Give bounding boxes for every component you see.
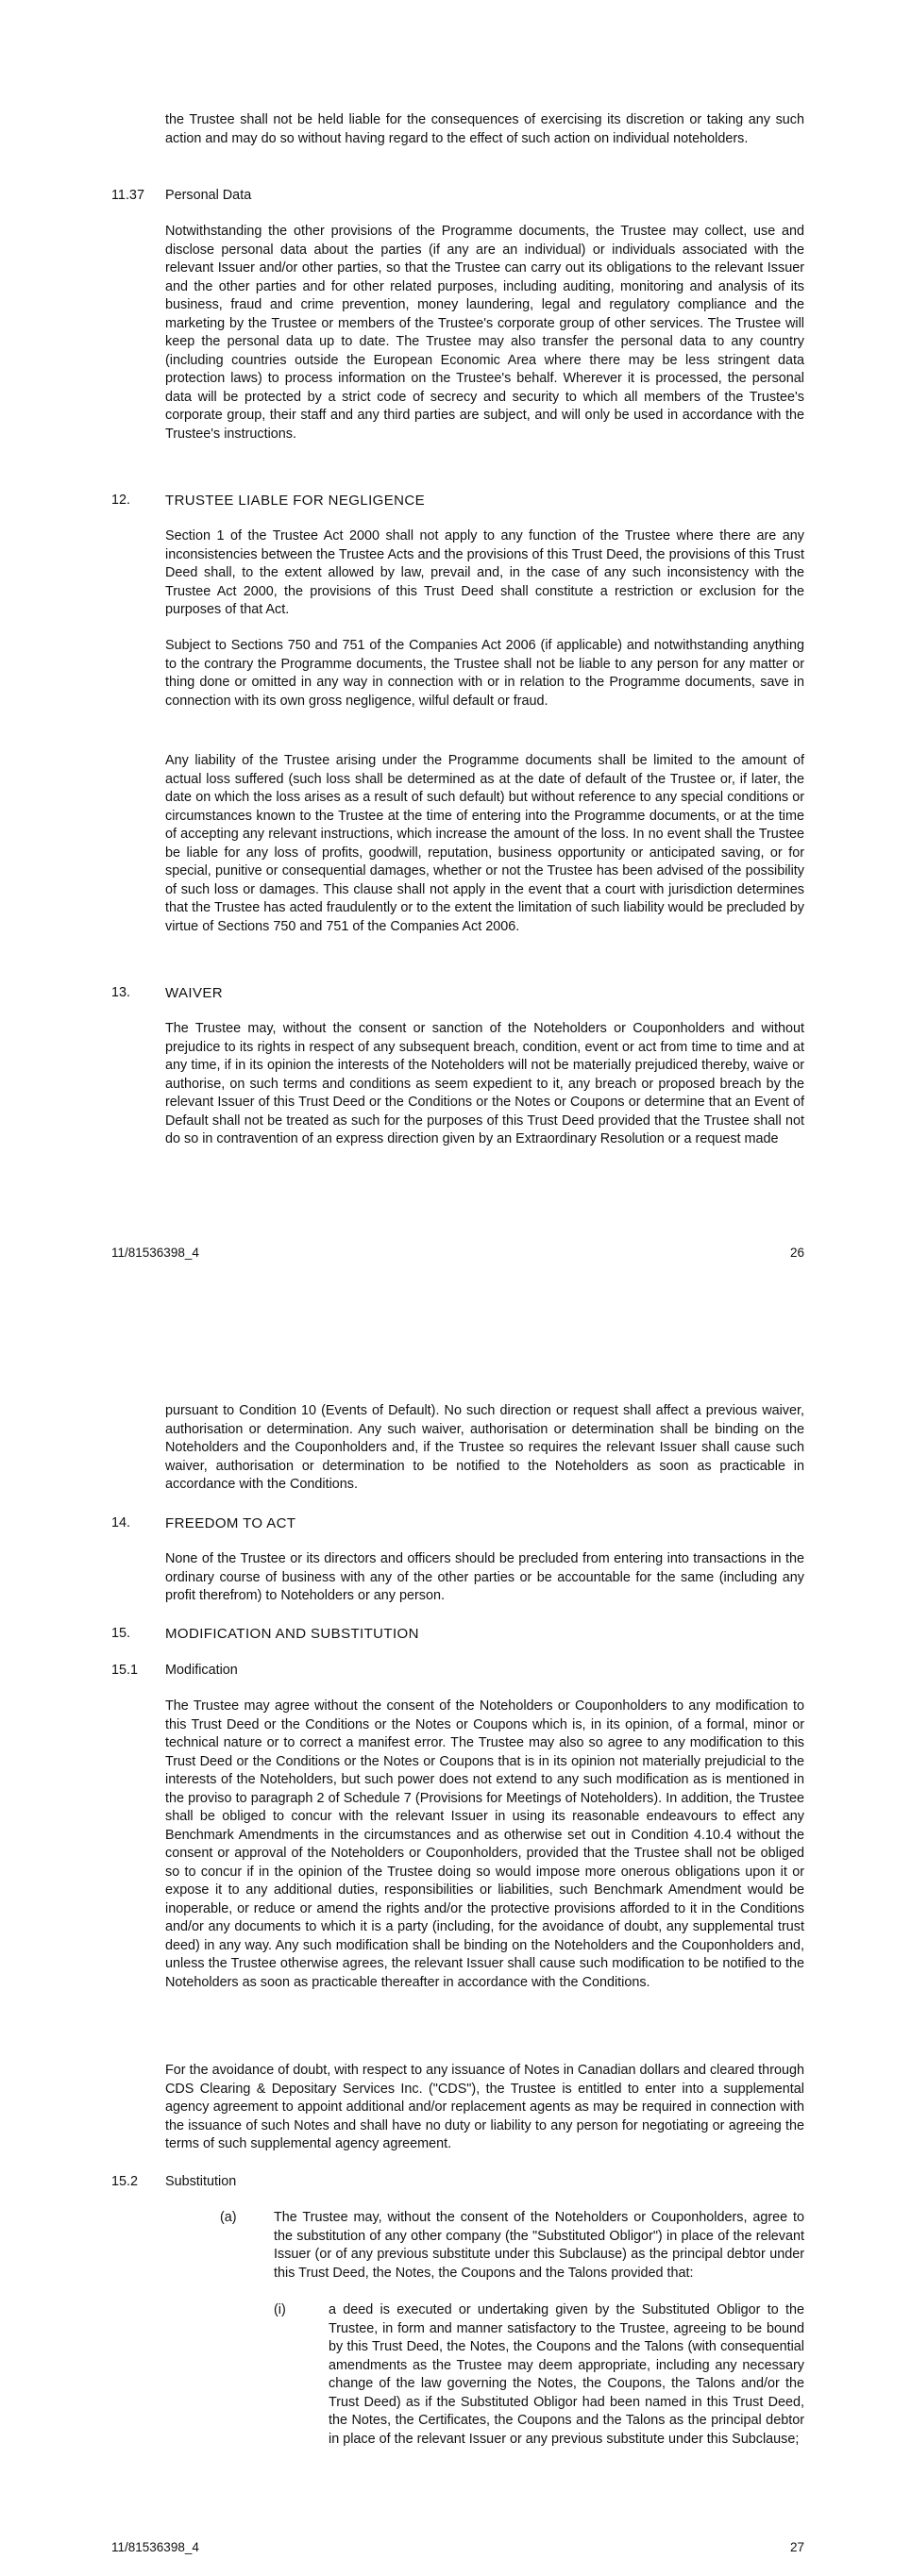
section-12-paragraph-1: Section 1 of the Trustee Act 2000 shall not apply to any function of the Trustee where there are any inconsistencies between the Trustee Acts and the provisions of this Trust Deed, the provisions of this Trust Deed shall, to the extent allowed by law, prevail and, in the case of any such inconsistency with the Trustee Act 2000, the provisions of this Trust Deed shall constitute a restriction or exclusion for the purposes of that Act. — [165, 528, 804, 617]
subclause-i-label: (i) — [274, 2302, 286, 2317]
section-15-1-paragraph-2: For the avoidance of doubt, with respect to any issuance of Notes in Canadian dollars and cleared through CDS Clearing & Depositary Services Inc. ("CDS"), the Trustee is entitled to enter into a supplemental agency agreement to appoint additional and/or replacement agents as may be required in connection with the issuance of such Notes and shall have no duty or liability to any person for negotiating or agreeing the terms of such supplemental agency agreement. — [165, 2063, 804, 2151]
continuation-paragraph: pursuant to Condition 10 (Events of Default). No such direction or request shall affect a previous waiver, authorisation or determination. Any such waiver, authorisation or determination shall be binding on the Noteholders and the Couponholders and, if the Trustee so requires the relevant Issuer shall cause such waiver, authorisation or determination to be notified to the Noteholders as soon as practicable in accordance with the Conditions. — [165, 1403, 804, 1492]
section-13-text: The Trustee may, without the consent or sanction of the Noteholders or Couponholders and without prejudice to its rights in respect of any subsequent breach, condition, event or act from time to time and at any time, if in its opinion the interests of the Noteholders will not be materially prejudiced thereby, waive or authorise, on such terms and conditions as seem expedient to it, any breach or proposed breach by the relevant Issuer of this Trust Deed or the Conditions or the Notes or Coupons or determine that an Event of Default shall not be treated as such for the purposes of this Trust Deed provided that the Trustee shall not do so in contravention of an express direction given by an Extraordinary Resolution or a request made — [165, 1021, 804, 1146]
subclause-i-text: a deed is executed or undertaking given by the Substituted Obligor to the Trustee, in form and manner satisfactory to the Trustee, agreeing to be bound by this Trust Deed, the Notes, the Coupons and the Talons (with consequential amendments as the Trustee may deem appropriate, including any necessary change of the law governing the Notes, the Coupons, the Talons and/or the Trust Deed) as if the Substituted Obligor had been named in this Trust Deed, the Notes, the Certificates, the Coupons and the Talons as the principal debtor in place of the relevant Issuer or any previous substitute under this Subclause; — [329, 2302, 804, 2447]
section-11-37-text: Notwithstanding the other provisions of the Programme documents, the Trustee may collect, use and disclose personal data about the parties (if any are an individual) or individuals associated with the relevant Issuer and/or other parties, so that the Trustee can carry out its obligations to the relevant Issuer and the other parties and for other related purposes, including auditing, monitoring and analysis of its business, fraud and crime prevention, money laundering, legal and regulatory compliance and the marketing by the Trustee or members of the Trustee's corporate group of other services. The Trustee will keep the personal data up to date. The Trustee may also transfer the personal data to any country (including countries outside the European Economic Area where there may be less stringent data protection laws) to process information on the Trustee's behalf. Wherever it is processed, the personal data will be protected by a strict code of secrecy and security to which all members of the Trustee's corporate group, their staff and any third parties are subject, and will only be used in accordance with the Trustee's instructions. — [165, 224, 804, 442]
section-15-title: MODIFICATION AND SUBSTITUTION — [165, 1626, 419, 1642]
section-14-number: 14. — [111, 1515, 131, 1531]
section-12-number: 12. — [111, 493, 131, 508]
subclause-a-label: (a) — [220, 2210, 237, 2225]
section-12-paragraph-3: Any liability of the Trustee arising under the Programme documents shall be limited to the amount of actual loss suffered (such loss shall be determined as at the date of default of the Trustee or, if later, the date on which the loss arises as a result of such default) but without reference to any special conditions or circumstances known to the Trustee at the time of entering into the Programme documents, or at the time of accepting any relevant instructions, which increase the amount of the loss. In no event shall the Trustee be liable for any loss of profits, goodwill, reputation, business opportunity or anticipated saving, or for special, punitive or consequential damages, whether or not the Trustee has been advised of the possibility of such loss or damages. This clause shall not apply in the event that a court with jurisdiction determines that the Trustee has acted fraudulently or to the extent the limitation of such liability would be precluded by virtue of Sections 750 and 751 of the Companies Act 2006. — [165, 753, 804, 934]
section-12-paragraph-2: Subject to Sections 750 and 751 of the Companies Act 2006 (if applicable) and notwithstanding anything to the contrary the Programme documents, the Trustee shall not be liable to any person for any matter or thing done or omitted in any way in connection with or in relation to the Programme documents, save in connection with its own gross negligence, wilful default or fraud. — [165, 638, 804, 709]
section-14-text: None of the Trustee or its directors and officers should be precluded from entering into transactions in the ordinary course of business with any of the other parties or be accountable for the same (including any profit therefrom) to Noteholders or any person. — [165, 1551, 804, 1603]
document-page-26 — [0, 0, 911, 1274]
intro-paragraph: the Trustee shall not be held liable for the consequences of exercising its discretion or taking any such action and may do so without having regard to the effect of such action on individual noteholders. — [165, 112, 804, 146]
section-11-37-title: Personal Data — [165, 188, 252, 203]
section-12-title: TRUSTEE LIABLE FOR NEGLIGENCE — [165, 493, 425, 509]
subclause-a-text: The Trustee may, without the consent of the Noteholders or Couponholders, agree to the substitution of any other company (the "Substituted Obligor") in place of the relevant Issuer (or of any previous substitute under this Subclause) as the principal debtor under this Trust Deed, the Notes, the Coupons and the Talons provided that: — [274, 2210, 804, 2281]
section-15-1-paragraph-1: The Trustee may agree without the consent of the Noteholders or Couponholders to any modification to this Trust Deed or the Conditions or the Notes or Coupons which is, in its opinion, of a formal, minor or technical nature or to correct a manifest error. The Trustee may also so agree to any modification to this Trust Deed or the Conditions or the Notes or Coupons that is in its opinion not materially prejudicial to the interests of the Noteholders, but such power does not extend to any such modification as is mentioned in the proviso to paragraph 2 of Schedule 7 (Provisions for Meetings of Noteholders). In addition, the Trustee shall be obliged to concur with the relevant Issuer in using its reasonable endeavours to effect any Benchmark Amendments in the circumstances and as otherwise set out in Condition 4.10.4 without the consent or approval of the Noteholders or Couponholders, provided that the Trustee shall not be obliged so to concur if in the opinion of the Trustee doing so would impose more onerous obligations upon it or expose it to any additional duties, responsibilities or liabilities, such Benchmark Amendment would be inoperable, or reduce or amend the rights and/or the protective provisions afforded to it in the Conditions and/or any documents to which it is a party (including, for the avoidance of doubt, any supplemental trust deed) in any way. Any such modification shall be binding on the Noteholders and the Couponholders and, unless the Trustee otherwise agrees, the relevant Issuer shall cause such modification to be notified to the Noteholders as soon as practicable thereafter in accordance with the Conditions. — [165, 1698, 804, 1990]
section-15-number: 15. — [111, 1626, 131, 1641]
section-15-1-title: Modification — [165, 1663, 238, 1678]
document-page-27 — [0, 1359, 911, 2576]
section-11-37-number: 11.37 — [111, 188, 144, 203]
section-15-2-title: Substitution — [165, 2174, 237, 2189]
footer-document-ref: 11/81536398_4 — [111, 1246, 199, 1260]
section-15-2-number: 15.2 — [111, 2174, 139, 2189]
footer-page-number: 27 — [789, 2540, 804, 2554]
footer-document-ref: 11/81536398_4 — [111, 2540, 199, 2554]
section-15-1-number: 15.1 — [111, 1663, 139, 1678]
section-14-title: FREEDOM TO ACT — [165, 1515, 296, 1531]
footer-page-number: 26 — [789, 1246, 804, 1260]
section-13-title: WAIVER — [165, 985, 224, 1001]
section-13-number: 13. — [111, 985, 131, 1000]
